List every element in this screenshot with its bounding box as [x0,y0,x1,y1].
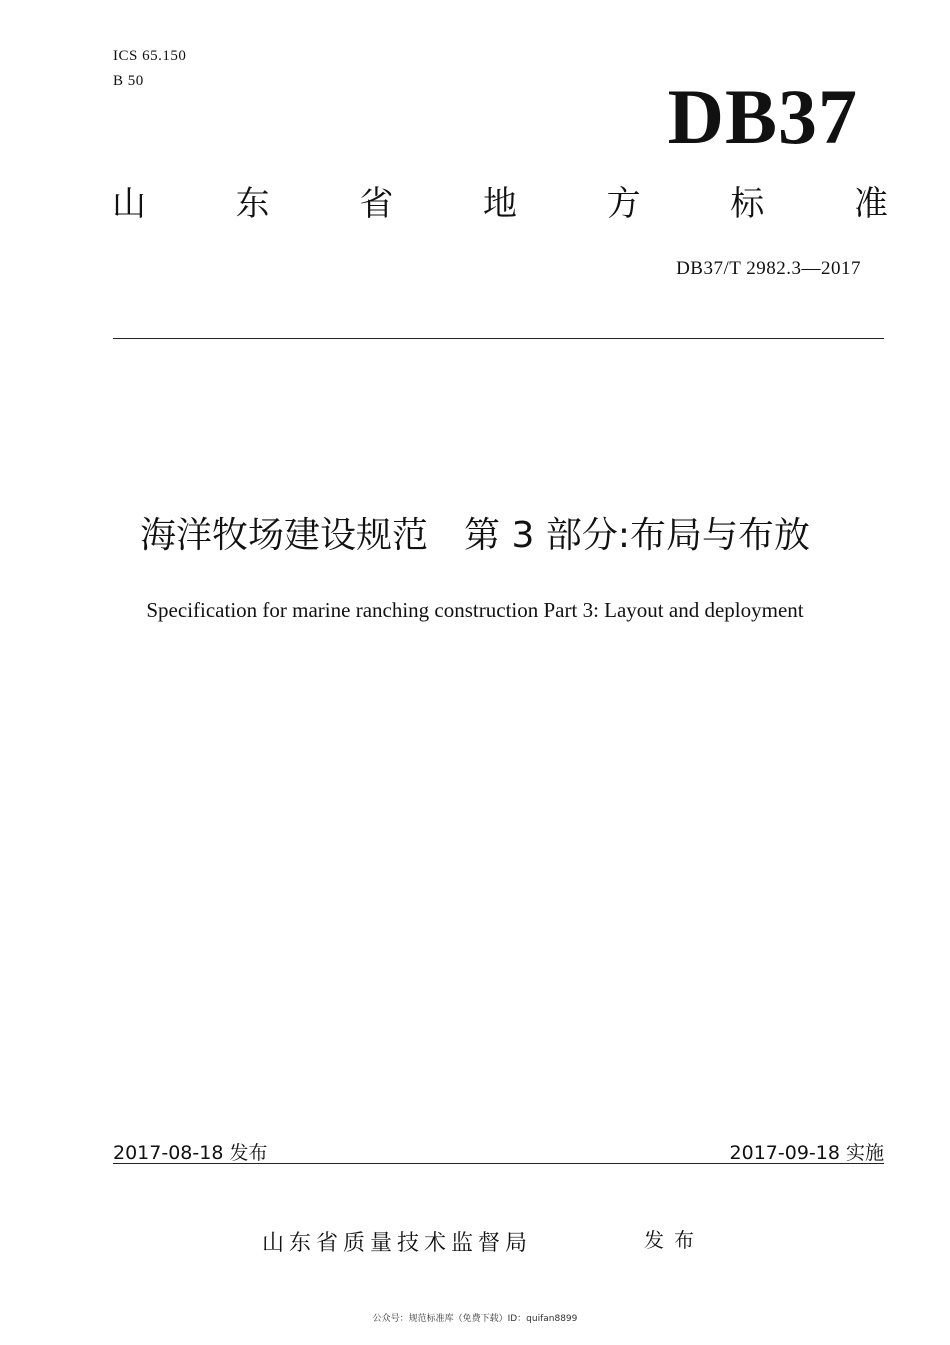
db-standard-logo: DB37 [667,73,858,160]
footer-note: 公众号：规范标准库（免费下载）ID：quifan8899 [372,1314,578,1324]
ics-code: ICS 65.150 [113,48,187,64]
bottom-divider [113,1163,884,1164]
standard-type-char: 地 [482,184,517,224]
standard-type-heading [112,186,888,223]
standard-type-char: 东 [235,184,270,224]
publisher-name: 山东省质量技术监督局 [262,1231,533,1256]
top-divider [113,338,884,339]
issue-date: 2017-08-18 发布 [113,1142,268,1164]
publish-label: 发布 [644,1228,704,1252]
standard-type-char: 山 [112,184,146,224]
standard-type-char: 标 [730,184,765,224]
standard-number: DB37/T 2982.3—2017 [676,258,861,279]
title-english: Specification for marine ranching construction Part 3: Layout and deployment [146,598,804,622]
standard-type-char: 准 [853,184,888,224]
implementation-date: 2017-09-18 实施 [729,1142,884,1164]
ccs-code: B 50 [113,73,144,89]
title-chinese: 海洋牧场建设规范 第 3 部分:布局与布放 [140,515,810,556]
standard-type-char: 方 [606,184,641,224]
standard-type-char: 省 [359,184,394,224]
